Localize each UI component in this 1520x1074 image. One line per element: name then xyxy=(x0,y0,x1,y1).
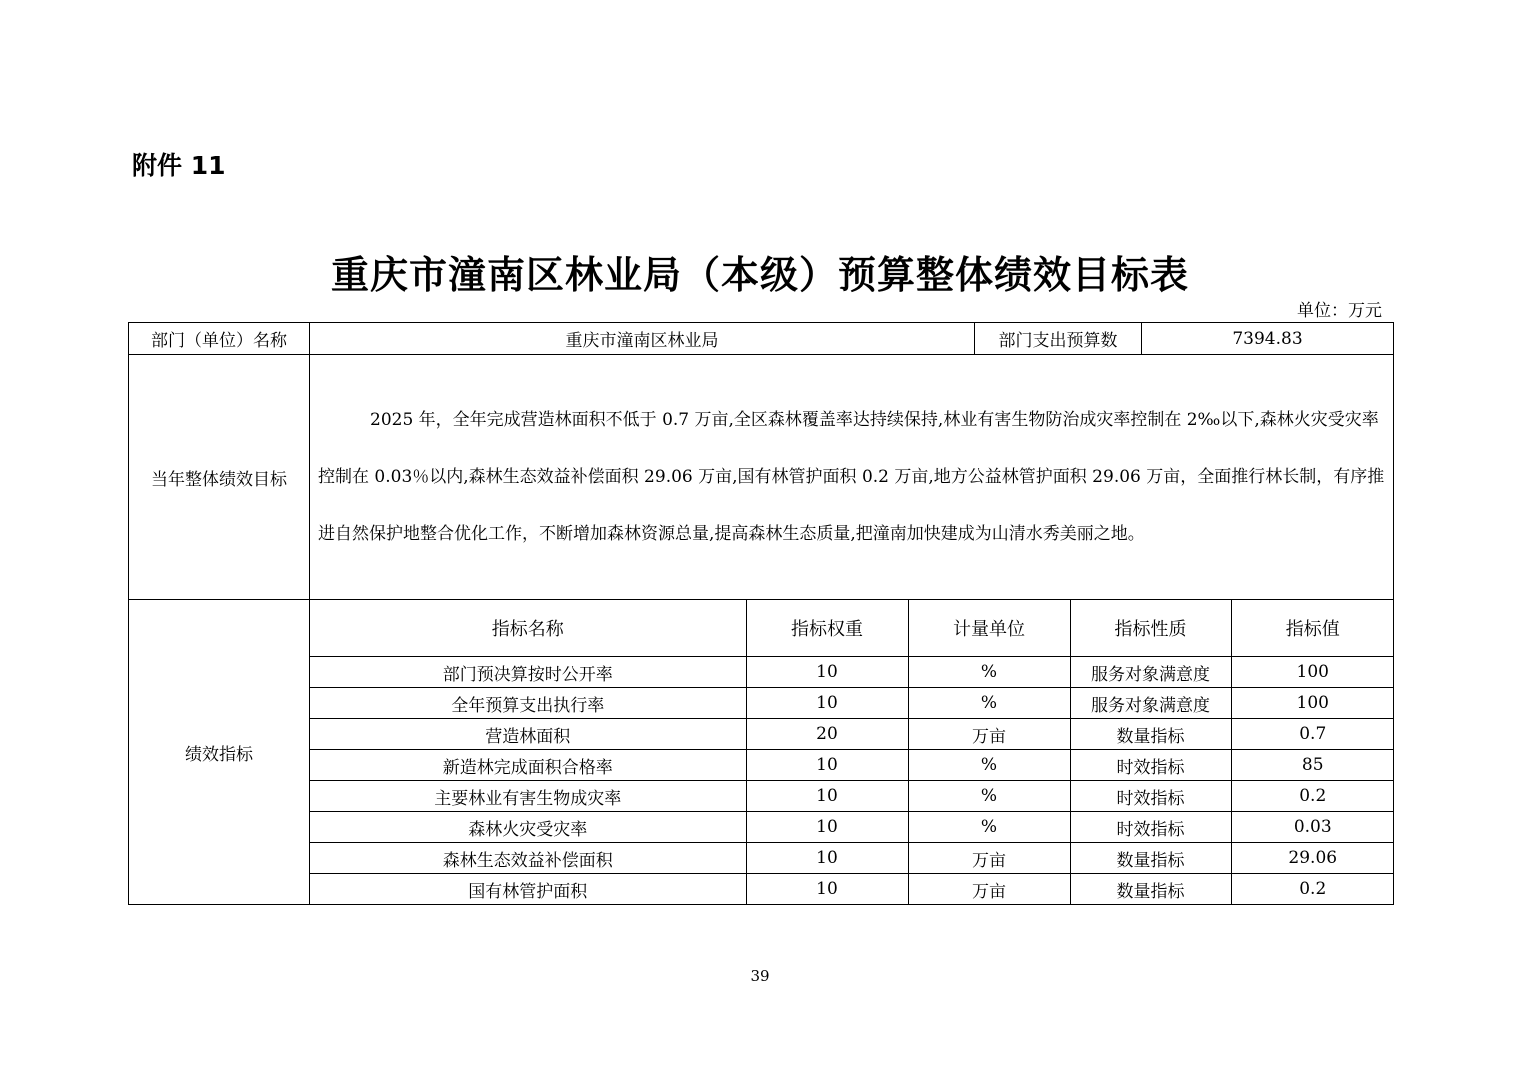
table-row xyxy=(310,688,1394,719)
column-header: 指标性质 xyxy=(1070,600,1231,657)
indicator-unit: % xyxy=(908,812,1070,843)
indicator-type: 数量指标 xyxy=(1070,843,1231,874)
indicator-type: 数量指标 xyxy=(1070,719,1231,750)
indicator-weight: 20 xyxy=(746,719,908,750)
indicator-unit: % xyxy=(908,657,1070,688)
indicator-table-cell xyxy=(310,600,1394,905)
budget-value: 7394.83 xyxy=(1142,323,1394,355)
table-row xyxy=(310,719,1394,750)
indicator-name: 国有林管护面积 xyxy=(310,874,746,905)
indicator-unit: 万亩 xyxy=(908,719,1070,750)
unit-note: 单位：万元 xyxy=(1297,301,1382,321)
indicator-name: 森林生态效益补偿面积 xyxy=(310,843,746,874)
indicator-weight: 10 xyxy=(746,874,908,905)
indicator-unit: 万亩 xyxy=(908,843,1070,874)
table-row xyxy=(310,750,1394,781)
indicator-unit: 万亩 xyxy=(908,874,1070,905)
indicator-unit: % xyxy=(908,688,1070,719)
page-number: 39 xyxy=(750,967,770,985)
indicator-weight: 10 xyxy=(746,781,908,812)
indicator-name: 森林火灾受灾率 xyxy=(310,812,746,843)
dept-name-label: 部门（单位）名称 xyxy=(129,323,310,355)
indicator-unit: % xyxy=(908,750,1070,781)
table-row xyxy=(310,812,1394,843)
indicator-name: 全年预算支出执行率 xyxy=(310,688,746,719)
goal-label: 当年整体绩效目标 xyxy=(129,355,310,600)
column-header: 指标权重 xyxy=(746,600,908,657)
indicator-weight: 10 xyxy=(746,657,908,688)
indicator-type: 时效指标 xyxy=(1070,812,1231,843)
attachment-label: 附件 11 xyxy=(132,151,226,180)
indicator-weight: 10 xyxy=(746,750,908,781)
table-row xyxy=(310,781,1394,812)
indicator-unit: % xyxy=(908,781,1070,812)
indicator-type: 服务对象满意度 xyxy=(1070,688,1231,719)
indicator-type: 时效指标 xyxy=(1070,750,1231,781)
document-title: 重庆市潼南区林业局（本级）预算整体绩效目标表 xyxy=(330,253,1189,297)
department-row xyxy=(129,323,1394,355)
indicator-type: 时效指标 xyxy=(1070,781,1231,812)
goal-text-cell xyxy=(310,355,1394,600)
indicator-value: 29.06 xyxy=(1231,843,1394,874)
indicator-weight: 10 xyxy=(746,812,908,843)
indicator-name: 主要林业有害生物成灾率 xyxy=(310,781,746,812)
column-header: 计量单位 xyxy=(908,600,1070,657)
table-row xyxy=(310,657,1394,688)
indicator-value: 0.2 xyxy=(1231,874,1394,905)
indicator-value: 0.2 xyxy=(1231,781,1394,812)
indicator-value: 0.03 xyxy=(1231,812,1394,843)
budget-label: 部门支出预算数 xyxy=(975,323,1142,355)
indicator-table xyxy=(310,600,1394,904)
performance-goal-table xyxy=(128,322,1394,905)
indicator-name: 营造林面积 xyxy=(310,719,746,750)
goal-row xyxy=(129,355,1394,600)
indicator-section-label: 绩效指标 xyxy=(129,600,310,905)
goal-text: 2025 年，全年完成营造林面积不低于 0.7 万亩,全区森林覆盖率达持续保持,林业有害生物防治成灾率控制在 2‰以下,森林火灾受灾率控制在 0.03％以内,森林生态效益补偿面积 29.06 万亩,国有林管护面积 0.2 万亩,地方公益林管护面积 29.06 万亩，全面推行林长制，有序推进自然保护地整合优化工作，不断增加森林资源总量,提高森林生态质量,把潼南加快建成为山清水秀美丽之地。 xyxy=(318,409,1385,544)
indicator-section-row xyxy=(129,600,1394,905)
indicator-type: 服务对象满意度 xyxy=(1070,657,1231,688)
column-header: 指标值 xyxy=(1231,600,1394,657)
dept-name-value: 重庆市潼南区林业局 xyxy=(310,323,975,355)
indicator-table-body xyxy=(310,600,1394,904)
indicator-name: 新造林完成面积合格率 xyxy=(310,750,746,781)
indicator-weight: 10 xyxy=(746,688,908,719)
indicator-value: 0.7 xyxy=(1231,719,1394,750)
column-header: 指标名称 xyxy=(310,600,746,657)
indicator-header-row xyxy=(310,600,1394,657)
indicator-weight: 10 xyxy=(746,843,908,874)
indicator-name: 部门预决算按时公开率 xyxy=(310,657,746,688)
indicator-value: 100 xyxy=(1231,657,1394,688)
indicator-value: 100 xyxy=(1231,688,1394,719)
indicator-type: 数量指标 xyxy=(1070,874,1231,905)
indicator-value: 85 xyxy=(1231,750,1394,781)
table-row xyxy=(310,843,1394,874)
table-row xyxy=(310,874,1394,905)
